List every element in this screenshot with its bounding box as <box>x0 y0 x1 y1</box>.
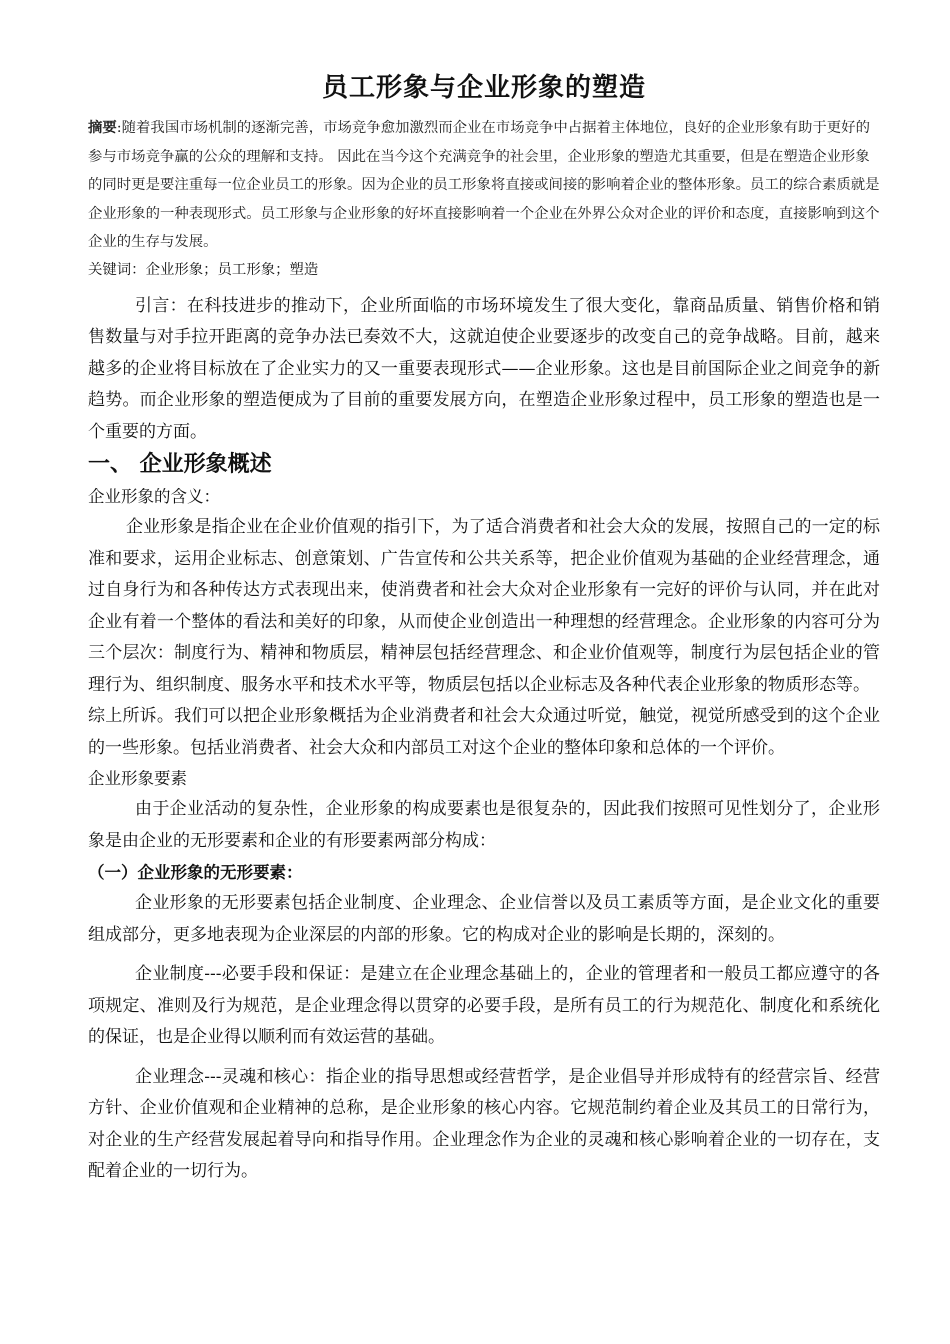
section-subheading: 企业形象要素 <box>88 769 187 788</box>
abstract-label: 摘要 <box>88 120 117 136</box>
body-paragraph: 综上所诉。我们可以把企业形象概括为企业消费者和社会大众通过听觉，触觉，视觉所感受到的这个企业的一些形象。包括业消费者、社会大众和内部员工对这个企业的整体印象和总体的一个评价。 <box>88 706 880 758</box>
abstract <box>88 114 880 257</box>
body-paragraph: 企业理念---灵魂和核心：指企业的指导思想或经营哲学，是企业倡导并形成特有的经营宗旨、经营方针、企业价值观和企业精神的总称，是企业形象的核心内容。它规范制约着企业及其员工的日常行为，对企业的生产经营发展起着导向和指导作用。企业理念作为企业的灵魂和核心影响着企业的一切存在，支配着企业的一切行为。 <box>88 1066 880 1181</box>
document-page <box>88 0 880 1188</box>
body-paragraph: 企业形象的无形要素包括企业制度、企业理念、企业信誉以及员工素质等方面，是企业文化的重要组成部分，更多地表现为企业深层的内部的形象。它的构成对企业的影响是长期的，深刻的。 <box>88 893 880 945</box>
body-paragraph: 由于企业活动的复杂性，企业形象的构成要素也是很复杂的，因此我们按照可见性划分了，企业形象是由企业的无形要素和企业的有形要素两部分构成： <box>88 799 880 851</box>
keywords-label: 关键词： <box>88 261 146 278</box>
intro-paragraph: 引言：在科技进步的推动下，企业所面临的市场环境发生了很大变化，靠商品质量、销售价格和销售数量与对手拉开距离的竞争办法已奏效不大，这就迫使企业要逐步的改变自己的竞争战略。目前，越来越多的企业将目标放在了企业实力的又一重要表现形式——企业形象。这也是目前国际企业之间竞争的新趋势。而企业形象的塑造便成为了目前的重要发展方向，在塑造企业形象过程中，员工形象的塑造也是一个重要的方面。 <box>88 295 880 442</box>
section-subheading: 企业形象的含义： <box>88 487 220 506</box>
keywords <box>88 257 880 283</box>
body-paragraph: 企业制度---必要手段和保证：是建立在企业理念基础上的，企业的管理者和一般员工都应遵守的各项规定、准则及行为规范，是企业理念得以贯穿的必要手段，是所有员工的行为规范化、制度化和系统化的保证，也是企业得以顺利而有效运营的基础。 <box>88 964 880 1047</box>
subsection-heading: （一）企业形象的无形要素： <box>88 863 303 882</box>
document-title: 员工形象与企业形象的塑造 <box>321 73 646 103</box>
keywords-text: 企业形象；员工形象；塑造 <box>145 261 319 278</box>
section-heading: 一、 企业形象概述 <box>88 452 272 477</box>
body-paragraph: 企业形象是指企业在企业价值观的指引下，为了适合消费者和社会大众的发展，按照自己的一定的标准和要求，运用企业标志、创意策划、广告宣传和公共关系等，把企业价值观为基础的企业经营理念，通过自身行为和各种传达方式表现出来，使消费者和社会大众对企业形象有一完好的评价与认同，并在此对企业有着一个整体的看法和美好的印象，从而使企业创造出一种理想的经营理念。企业形象的内容可分为三个层次：制度行为、精神和物质层，精神层包括经营理念、和企业价值观等，制度行为层包括企业的管理行为、组织制度、服务水平和技术水平等，物质层包括以企业标志及各种代表企业形象的物质形态等。 <box>88 517 880 695</box>
abstract-text: :随着我国市场机制的逐渐完善，市场竞争愈加激烈而企业在市场竞争中占据着主体地位，良好的企业形象有助于更好的参与市场竞争赢的公众的理解和支持。 因此在当今这个充满竞争的社会里，企业形象的塑造尤其重要，但是在塑造企业形象的同时更是要注重每一位企业员工的形象。因为企业的员工形象将直接或间接的影响着企业的整体形象。员工的综合素质就是企业形象的一种表现形式。员工形象与企业形象的好坏直接影响着一个企业在外界公众对企业的评价和态度，直接影响到这个企业的生存与发展。 <box>88 120 880 250</box>
